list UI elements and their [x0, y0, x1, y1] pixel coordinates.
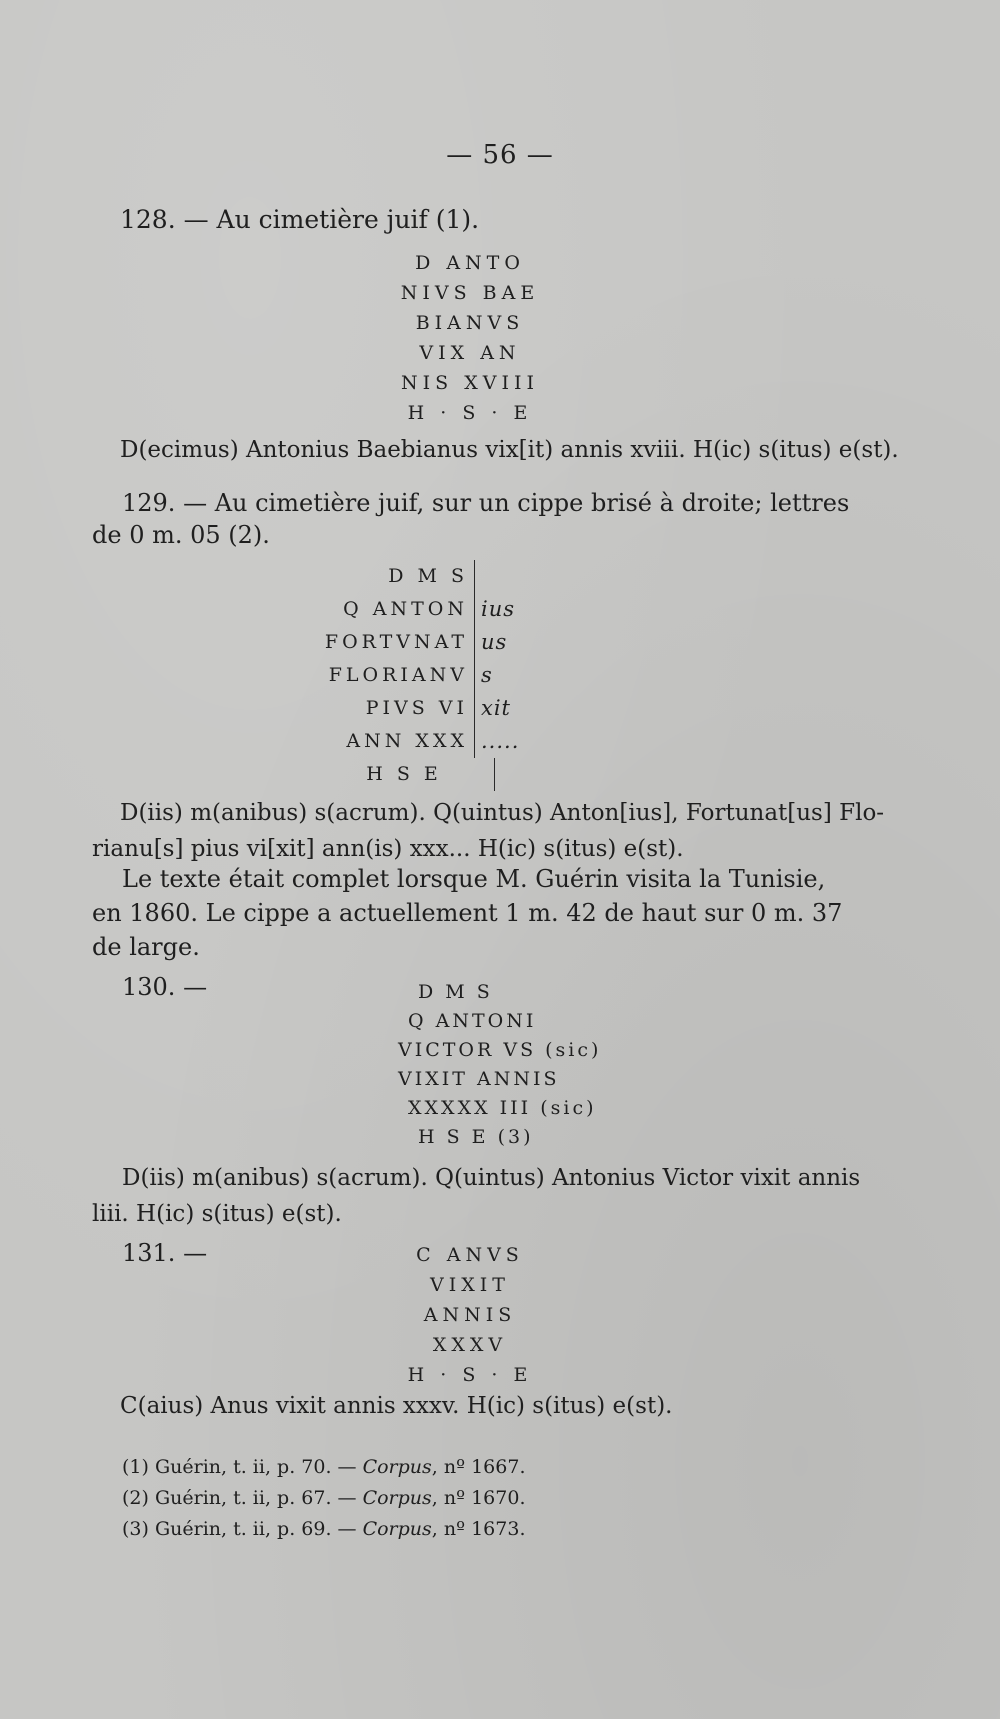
- entry-129-reading: [92, 795, 885, 867]
- restored-text: xit: [474, 692, 681, 725]
- inscription-line: BIANVS: [415, 312, 525, 334]
- inscription-row: [300, 692, 730, 725]
- inscription-line: D ANTO: [415, 252, 525, 274]
- inscription-row: [300, 725, 730, 758]
- inscription-128: [380, 248, 560, 428]
- footnote-corpus: Corpus: [362, 1487, 432, 1509]
- inscription-line: D M S: [418, 981, 493, 1003]
- footnote-citation: (2) Guérin, t. ii, p. 67. —: [122, 1487, 363, 1509]
- inscription-text: FLORIANV: [328, 664, 468, 686]
- inscription-line: VIXIT: [430, 1274, 510, 1296]
- inscription-text: FORTVNAT: [324, 631, 468, 653]
- inscription-line: NIS XVIII: [401, 372, 539, 394]
- inscription-line: H S E (3): [418, 1126, 534, 1148]
- inscription-line: VICTOR VS (sic): [398, 1039, 602, 1061]
- restored-text: us: [474, 626, 681, 659]
- reading-line: rianu[s] pius vi[xit] ann(is) xxx... H(ic) s(itus) e(st).: [92, 836, 684, 862]
- footnotes: [122, 1452, 525, 1545]
- inscription-line: ANNIS: [423, 1304, 517, 1326]
- inscription-line: XXXV: [432, 1334, 508, 1356]
- inscription-line: VIX AN: [419, 342, 521, 364]
- inscription-row: [300, 659, 730, 692]
- restored-text: .....: [474, 725, 681, 758]
- entry-129-note: [92, 862, 842, 964]
- reading-line: D(iis) m(anibus) s(acrum). Q(uintus) Anton[ius], Fortunat[us] Flo-: [120, 800, 885, 826]
- entry-128-reading: D(ecimus) Antonius Baebianus vix[it) annis xviii. H(ic) s(itus) e(st).: [120, 437, 899, 463]
- inscription-line: XXXXX III (sic): [408, 1097, 597, 1119]
- restored-text: ius: [474, 593, 681, 626]
- inscription-row: [300, 626, 730, 659]
- footnote-corpus: Corpus: [362, 1456, 432, 1478]
- footnote-number: , nº 1673.: [431, 1518, 526, 1540]
- restored-text: s: [474, 659, 681, 692]
- note-line: de large.: [92, 933, 200, 961]
- entry-131-reading: C(aius) Anus vixit annis xxxv. H(ic) s(itus) e(st).: [120, 1393, 673, 1419]
- inscription-text: H S E: [366, 763, 442, 785]
- note-line: Le texte était complet lorsque M. Guérin visita la Tunisie,: [122, 865, 826, 893]
- footnote: [122, 1452, 525, 1483]
- inscription-text: D M S: [388, 565, 468, 587]
- heading-line: 129. — Au cimetière juif, sur un cippe brisé à droite; lettres: [122, 489, 850, 517]
- inscription-129: [300, 560, 730, 791]
- inscription-131: [400, 1240, 540, 1390]
- heading-line: de 0 m. 05 (2).: [92, 521, 270, 549]
- restored-text: [494, 758, 701, 791]
- footnote-number: , nº 1670.: [431, 1487, 526, 1509]
- entry-131-number: 131. —: [122, 1239, 208, 1267]
- inscription-text: Q ANTON: [343, 598, 468, 620]
- footnote-number: , nº 1667.: [431, 1456, 526, 1478]
- inscription-line: VIXIT ANNIS: [398, 1068, 560, 1090]
- inscription-text: ANN XXX: [346, 730, 468, 752]
- footnote: [122, 1514, 525, 1545]
- inscription-line: NIVS BAE: [400, 282, 540, 304]
- footnote: [122, 1483, 525, 1514]
- reading-line: D(iis) m(anibus) s(acrum). Q(uintus) Antonius Victor vixit annis: [122, 1165, 861, 1191]
- inscription-row: [300, 593, 730, 626]
- inscription-text: PIVS VI: [365, 697, 468, 719]
- inscription-line: C ANVS: [416, 1244, 524, 1266]
- inscription-line: H · S · E: [407, 1364, 533, 1386]
- page-number: — 56 —: [446, 140, 554, 170]
- inscription-line: Q ANTONI: [408, 1010, 537, 1032]
- entry-130-number: 130. —: [122, 973, 208, 1001]
- entry-130-reading: [92, 1160, 860, 1232]
- reading-line: liii. H(ic) s(itus) e(st).: [92, 1201, 342, 1227]
- footnote-corpus: Corpus: [362, 1518, 432, 1540]
- inscription-row: [300, 758, 730, 791]
- inscription-130: [380, 978, 620, 1152]
- restored-text: [474, 560, 681, 593]
- entry-129-heading: [92, 487, 892, 551]
- inscription-row: [300, 560, 730, 593]
- inscription-line: H · S · E: [407, 402, 533, 424]
- footnote-citation: (1) Guérin, t. ii, p. 70. —: [122, 1456, 363, 1478]
- entry-128-heading: 128. — Au cimetière juif (1).: [120, 205, 480, 234]
- note-line: en 1860. Le cippe a actuellement 1 m. 42 de haut sur 0 m. 37: [92, 899, 843, 927]
- footnote-citation: (3) Guérin, t. ii, p. 69. —: [122, 1518, 363, 1540]
